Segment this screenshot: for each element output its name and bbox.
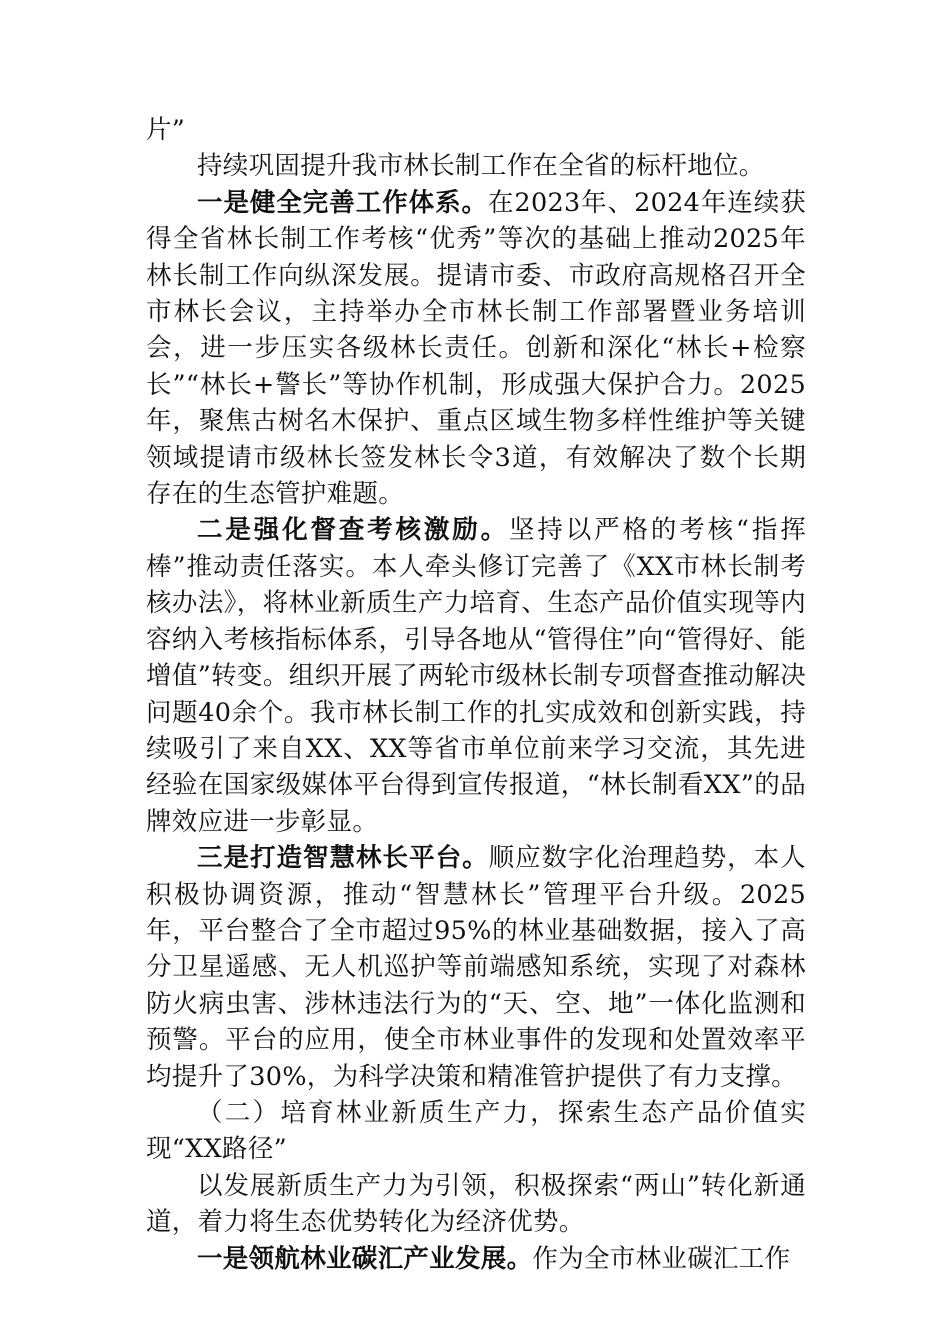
paragraph-lead: 二是强化督查考核激励。 [197, 515, 510, 546]
paragraph-text: 顺应数字化治理趋势，本人积极协调资源，推动“智慧林长”管理平台升级。2025年，平台整合了全市超过95%的林业基础数据，接入了高分卫星遥感、无人机巡护等前端感知系统，实现了对森林防火病虫害、涉林违法行为的“天、空、地”一体化监测和预警。平台的应用，使全市林业事件的发现和处置效率平均提升了30%，为科学决策和精准管护提供了有力支撑。 [146, 843, 806, 1092]
paragraph-text: 作为全市林业碳汇工作 [532, 1243, 791, 1274]
paragraph-text: 在2023年、2024年连续获得全省林长制工作考核“优秀”等次的基础上推动2025年林长制工作向纵深发展。提请市委、市政府高规格召开全市林长会议，主持举办全市林长制工作部署暨业务培训会，进一步压实各级林长责任。创新和深化“林长+检察长”“林长+警长”等协作机制，形成强大保护合力。2025年，聚焦古树名木保护、重点区域生物多样性维护等关键领域提请市级林长签发林长令3道，有效解决了数个长期存在的生态管护难题。 [146, 187, 806, 510]
continuation-line: 片” [146, 115, 186, 145]
section-heading: （二）培育林业新质生产力，探索生态产品价值实现“XX路径” [146, 1097, 806, 1165]
paragraph-item-3 [146, 840, 806, 1095]
intro-paragraph-2: 以发展新质生产力为引领，积极探索“两山”转化新通道，着力将生态优势转化为经济优势。 [146, 1170, 806, 1238]
paragraph-lead: 一是领航林业碳汇产业发展。 [197, 1243, 533, 1274]
paragraph-lead: 三是打造智慧林长平台。 [197, 843, 489, 874]
paragraph-text: 坚持以严格的考核“指挥棒”推动责任落实。本人牵头修订完善了《XX市林长制考核办法》，将林业新质生产力培育、生态产品价值实现等内容纳入考核指标体系，引导各地从“管得住”向“管得好、能增值”转变。组织开展了两轮市级林长制专项督查推动解决问题40余个。我市林长制工作的扎实成效和创新实践，持续吸引了来自XX、XX等省市单位前来学习交流，其先进经验在国家级媒体平台得到宣传报道，“林长制看XX”的品牌效应进一步彰显。 [146, 515, 806, 837]
paragraph-item-1 [146, 185, 806, 513]
document-page [146, 112, 806, 1277]
paragraph-item-2 [146, 512, 806, 840]
paragraph-item-2-1 [146, 1241, 806, 1277]
paragraph-lead: 一是健全完善工作体系。 [197, 187, 488, 218]
intro-paragraph-1: 持续巩固提升我市林长制工作在全省的标杆地位。 [197, 151, 765, 182]
